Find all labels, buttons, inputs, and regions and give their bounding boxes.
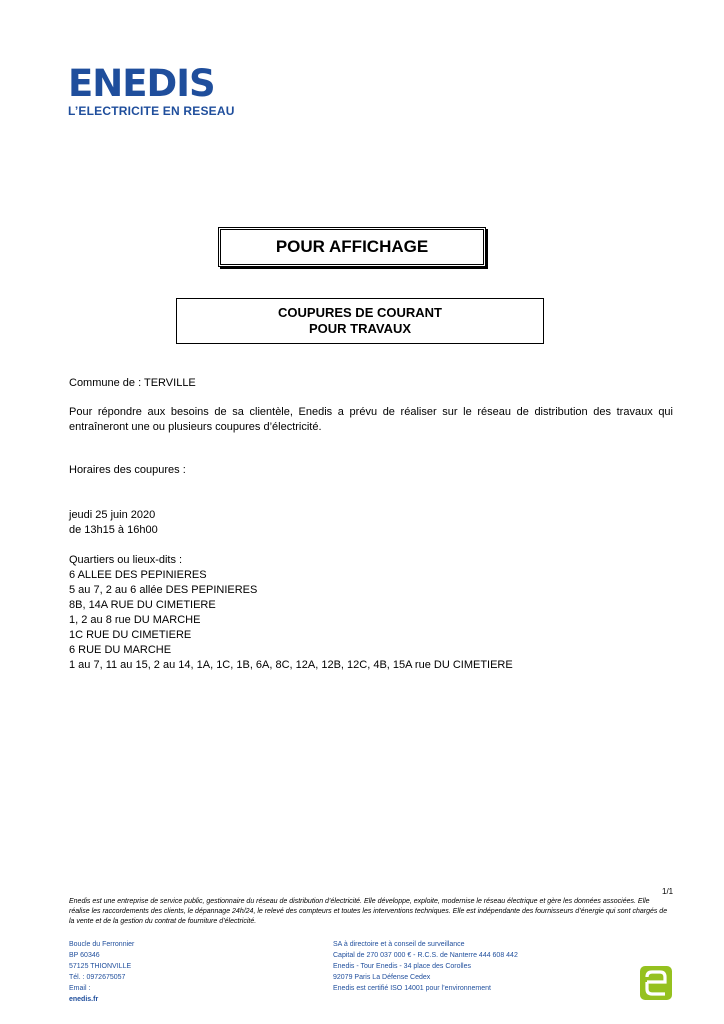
footer-company-line: 92079 Paris La Défense Cedex	[333, 974, 431, 981]
footer-legal-text: Enedis est une entreprise de service public, gestionnaire du réseau de distribution d’électricité. Elle développe, exploite, modernise le réseau électrique et gère les données associées. Elle réalise les raccordements des clients, le dépannage 24h/24, le relevé des compteurs et toutes les interventions techniques. Elle est indépendante des fournisseurs d’énergie qui sont chargés de la vente et de la gestion du contrat de fourniture d’électricité.	[69, 898, 668, 925]
footer-email: Email :	[69, 985, 91, 992]
coupures-title-line1: COUPURES DE COURANT	[278, 305, 442, 320]
outage-date: jeudi 25 juin 2020	[69, 509, 156, 521]
quartiers-list	[69, 553, 673, 673]
footer-phone: Tél. : 0972675057	[69, 974, 126, 981]
footer-company-line: SA à directoire et à conseil de surveillance	[333, 941, 465, 948]
footer-address-line: BP 60346	[69, 952, 100, 959]
intro-paragraph: Pour répondre aux besoins de sa clientèle, Enedis a prévu de réaliser sur le réseau de distribution des travaux qui entraîneront une ou plusieurs coupures d’électricité.	[69, 406, 673, 433]
pour-affichage-title-box	[218, 227, 486, 267]
list-item: 1C RUE DU CIMETIERE	[69, 629, 192, 641]
enedis-logo	[68, 64, 235, 118]
commune-line: Commune de : TERVILLE	[69, 377, 196, 389]
list-item: 5 au 7, 2 au 6 allée DES PEPINIERES	[69, 584, 258, 596]
list-item: 6 ALLEE DES PEPINIERES	[69, 569, 207, 581]
coupures-title-line2: POUR TRAVAUX	[308, 321, 412, 336]
list-item: 1, 2 au 8 rue DU MARCHE	[69, 614, 201, 626]
list-item: 6 RUE DU MARCHE	[69, 644, 172, 656]
quartiers-label: Quartiers ou lieux-dits :	[69, 554, 183, 566]
enedis-e-logo-icon	[640, 966, 672, 1000]
footer-address-line: 57125 THIONVILLE	[69, 963, 132, 970]
footer-company-line: Capital de 270 037 000 € - R.C.S. de Nanterre 444 608 442	[333, 952, 518, 959]
footer-website-link[interactable]: enedis.fr	[69, 996, 99, 1003]
logo-tagline: L’ELECTRICITE EN RESEAU	[68, 104, 235, 118]
footer-company-info	[333, 939, 518, 994]
horaires-label: Horaires des coupures :	[69, 464, 186, 476]
footer-address-line: Boucle du Ferronnier	[69, 941, 135, 948]
footer-company-line: Enedis - Tour Enedis - 34 place des Corolles	[333, 963, 472, 970]
pour-affichage-title: POUR AFFICHAGE	[275, 237, 429, 256]
outage-schedule	[69, 508, 673, 538]
page-number: 1/1	[662, 887, 674, 896]
footer-address	[69, 939, 134, 1005]
coupures-title-box	[176, 298, 544, 344]
list-item: 1 au 7, 11 au 15, 2 au 14, 1A, 1C, 1B, 6A, 8C, 12A, 12B, 12C, 4B, 15A rue DU CIMETIERE	[69, 659, 513, 671]
outage-time: de 13h15 à 16h00	[69, 524, 158, 536]
footer-company-line: Enedis est certifié ISO 14001 pour l’environnement	[333, 985, 491, 992]
logo-wordmark: ENEDIS	[68, 62, 215, 105]
list-item: 8B, 14A RUE DU CIMETIERE	[69, 599, 216, 611]
